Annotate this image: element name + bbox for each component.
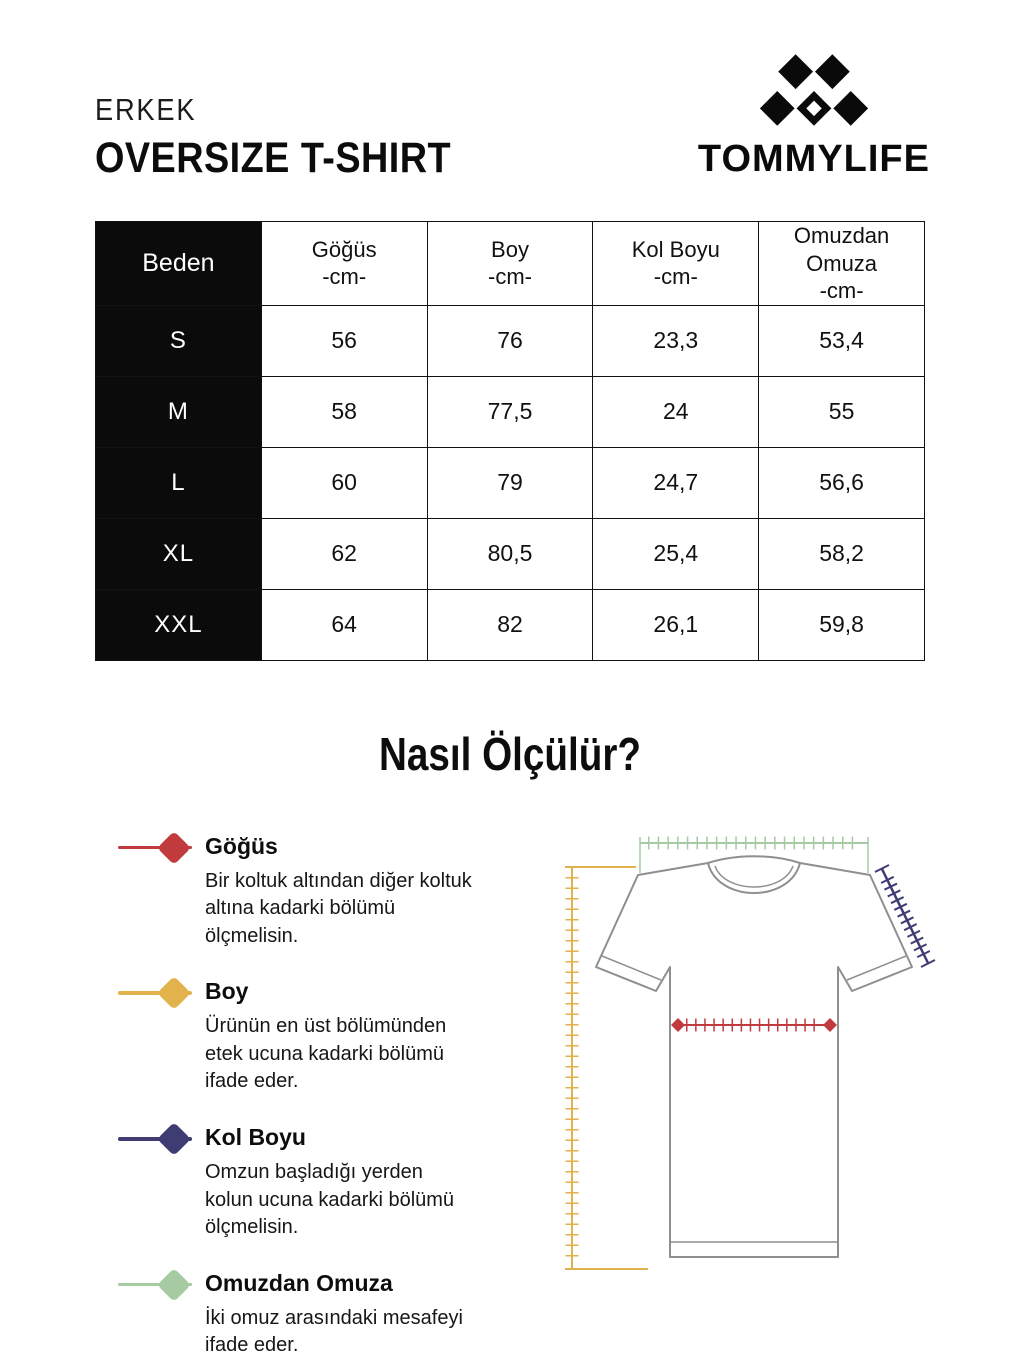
- cell-length: 77,5: [427, 376, 593, 447]
- table-row: [96, 447, 925, 518]
- legend-item-chest: [118, 833, 510, 951]
- legend-name-chest: Göğüs: [205, 832, 278, 859]
- size-label: S: [96, 305, 262, 376]
- length-measure-line: [565, 867, 648, 1269]
- cell-chest: 58: [261, 376, 427, 447]
- column-label: Omuzdan Omuza: [793, 223, 890, 276]
- measure-area: [0, 825, 1020, 1360]
- cell-sleeve: 23,3: [593, 305, 759, 376]
- legend-description-chest: Bir koltuk altından diğer koltuk altına kadarki bölümü ölçmelisin.: [205, 869, 472, 947]
- cell-sleeve: 25,4: [593, 518, 759, 589]
- size-label: XL: [96, 518, 262, 589]
- page-header: [0, 0, 1020, 183]
- column-header-sleeve: [593, 222, 759, 306]
- column-header-shoulder: [759, 222, 925, 306]
- legend-description-length: Ürünün en üst bölümünden etek ucuna kadarki bölümü ifade eder.: [205, 1015, 447, 1093]
- table-row: [96, 305, 925, 376]
- chest-measure-line: [671, 1018, 837, 1032]
- column-label: Boy: [491, 236, 529, 262]
- cell-shoulder: 53,4: [759, 305, 925, 376]
- legend-item-shoulder: [118, 1270, 510, 1360]
- column-unit: -cm-: [653, 264, 698, 290]
- cell-chest: 56: [261, 305, 427, 376]
- column-unit: -cm-: [488, 264, 532, 290]
- column-unit: -cm-: [322, 264, 367, 290]
- sleeve-marker-icon: [118, 1124, 192, 1154]
- cell-length: 80,5: [427, 518, 593, 589]
- brand-logo: [698, 52, 930, 181]
- tshirt-outline: [596, 856, 912, 1257]
- legend-description-shoulder: İki omuz arasındaki mesafeyi ifade eder.: [205, 1306, 463, 1357]
- shoulder-measure-line: [640, 837, 868, 873]
- cell-sleeve: 24,7: [593, 447, 759, 518]
- size-label: M: [96, 376, 262, 447]
- column-header-length: [427, 222, 593, 306]
- cell-sleeve: 26,1: [593, 589, 759, 660]
- legend-name-shoulder: Omuzdan Omuza: [205, 1269, 393, 1296]
- cell-shoulder: 59,8: [759, 589, 925, 660]
- table-row: [96, 518, 925, 589]
- size-column-header: Beden: [96, 222, 262, 306]
- legend-item-length: [118, 978, 510, 1096]
- measure-legend: [118, 825, 510, 1360]
- size-label: L: [96, 447, 262, 518]
- product-title: OVERSIZE T-SHIRT: [95, 134, 452, 182]
- shoulder-marker-icon: [118, 1270, 192, 1300]
- chest-marker-icon: [118, 833, 192, 863]
- size-label: XXL: [96, 589, 262, 660]
- column-label: Göğüs: [311, 236, 377, 262]
- column-unit: -cm-: [819, 278, 864, 303]
- legend-name-length: Boy: [205, 978, 249, 1005]
- length-marker-icon: [118, 978, 192, 1008]
- brand-logo-icon: [756, 52, 872, 130]
- cell-shoulder: 58,2: [759, 518, 925, 589]
- cell-chest: 62: [261, 518, 427, 589]
- legend-name-sleeve: Kol Boyu: [205, 1124, 306, 1151]
- measure-section-title: Nasıl Ölçülür?: [379, 727, 641, 780]
- cell-shoulder: 56,6: [759, 447, 925, 518]
- column-header-chest: [261, 222, 427, 306]
- cell-length: 76: [427, 305, 593, 376]
- table-row: [96, 589, 925, 660]
- cell-sleeve: 24: [593, 376, 759, 447]
- product-category: ERKEK: [95, 92, 197, 127]
- table-row: [96, 376, 925, 447]
- product-title-block: [95, 92, 500, 183]
- column-label: Kol Boyu: [631, 236, 720, 262]
- cell-chest: 60: [261, 447, 427, 518]
- legend-description-sleeve: Omzun başladığı yerden kolun ucuna kadarki bölümü ölçmelisin.: [205, 1161, 455, 1239]
- cell-shoulder: 55: [759, 376, 925, 447]
- tshirt-diagram: [510, 825, 1020, 1360]
- table-header-row: [96, 222, 925, 306]
- cell-length: 82: [427, 589, 593, 660]
- legend-item-sleeve: [118, 1124, 510, 1242]
- cell-length: 79: [427, 447, 593, 518]
- size-table: [95, 221, 925, 661]
- brand-name: TOMMYLIFE: [697, 138, 930, 180]
- cell-chest: 64: [261, 589, 427, 660]
